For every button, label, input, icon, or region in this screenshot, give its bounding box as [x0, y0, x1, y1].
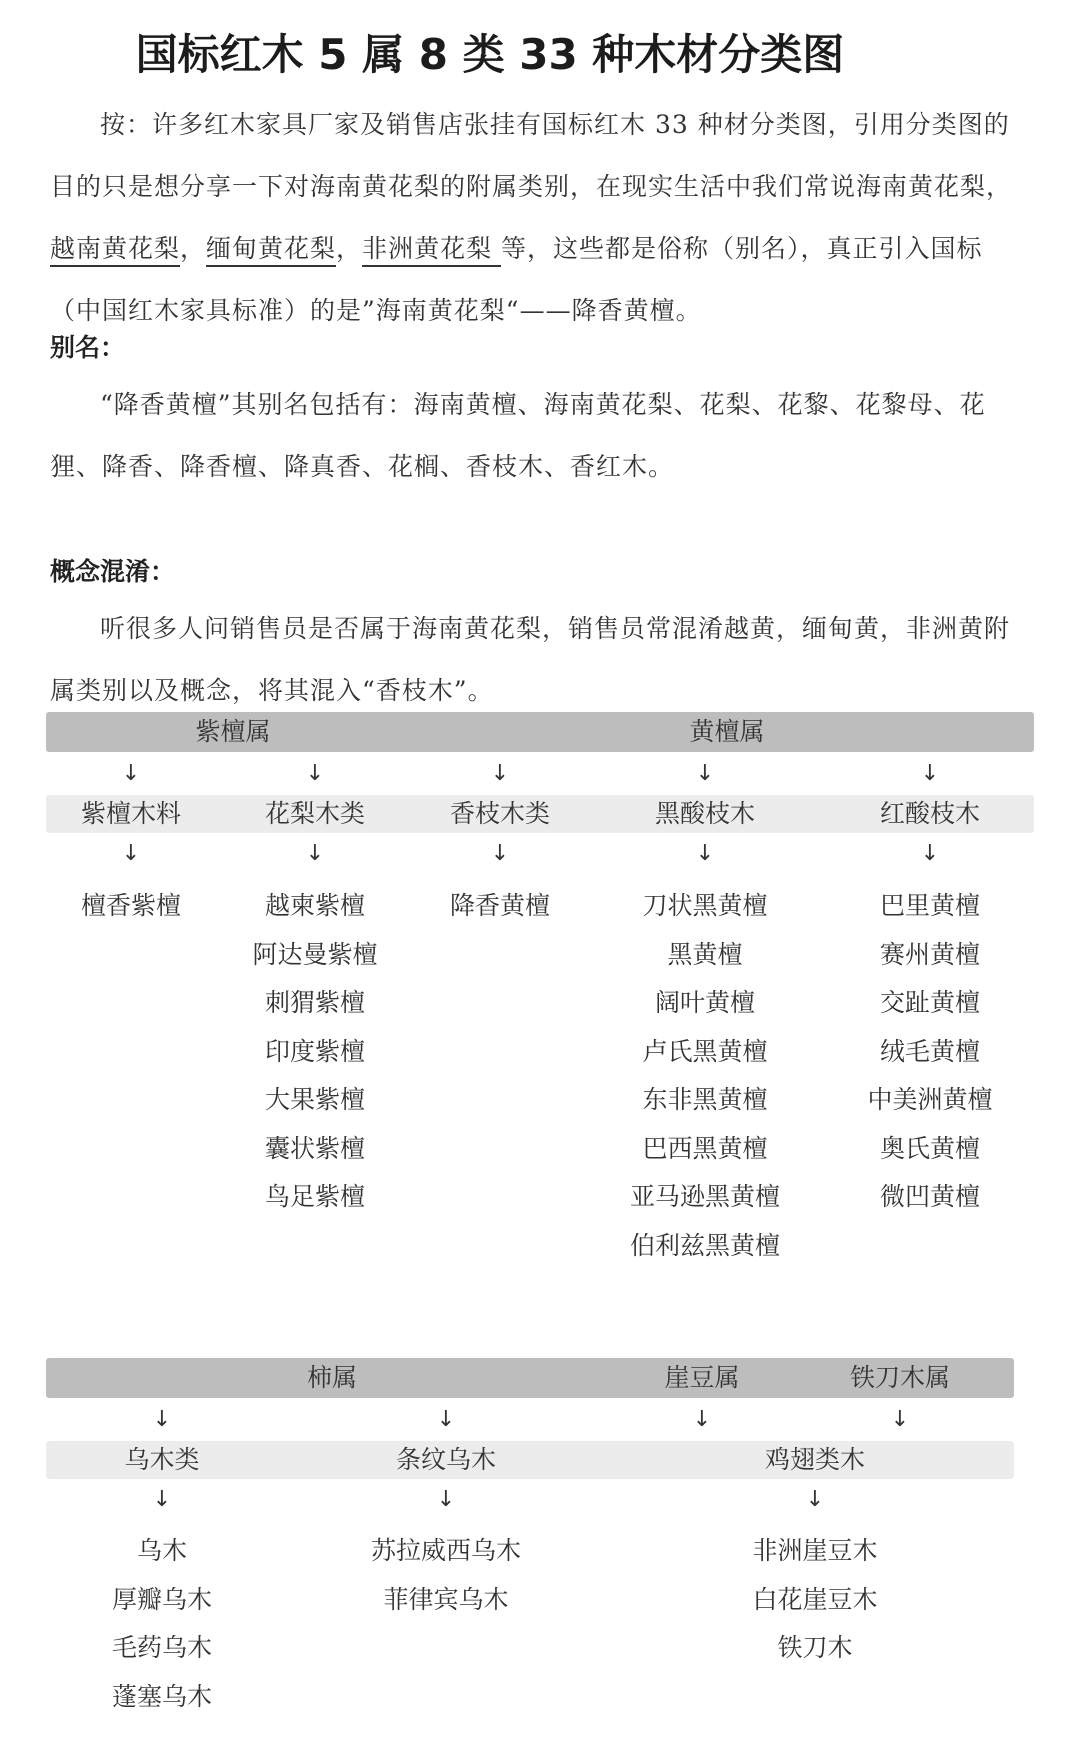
species-item: 囊状紫檀 — [264, 1133, 366, 1163]
species-item: 绒毛黄檀 — [879, 1036, 981, 1066]
class-label-zitan: 紫檀木料 — [80, 799, 182, 828]
class-label-striped-ebony: 条纹乌木 — [395, 1445, 497, 1474]
class-label-xiangzhi: 香枝木类 — [449, 799, 551, 828]
class-label-red-suanzhi: 红酸枝木 — [879, 799, 981, 828]
arrow-down-icon: ↓ — [305, 841, 325, 866]
species-item: 阔叶黄檀 — [654, 988, 756, 1017]
species-list-red-suanzhi — [867, 882, 992, 1222]
arrow-down-icon: ↓ — [490, 761, 510, 786]
arrow-down-icon: ↓ — [695, 761, 715, 786]
species-list-huali — [252, 882, 377, 1222]
species-list-jichi — [752, 1527, 877, 1673]
confusion-paragraph: 听很多人问销售员是否属于海南黄花梨，销售员常混淆越黄，缅甸黄，非洲黄附属类别以及概念，将其混入“香枝木”。 — [50, 614, 1011, 705]
species-item: 刀状黑黄檀 — [642, 891, 768, 920]
arrow-down-icon: ↓ — [152, 1407, 172, 1432]
class-label-jichi: 鸡翅类木 — [764, 1445, 866, 1474]
underlined-africa-huanghuali: 非洲黄花梨 — [362, 234, 502, 263]
arrow-down-icon: ↓ — [305, 761, 325, 786]
underlined-vietnam-huanghuali: 越南黄花梨 — [50, 234, 181, 263]
alias-heading: 别名： — [50, 333, 126, 362]
arrow-down-icon: ↓ — [920, 841, 940, 866]
species-item: 赛州黄檀 — [879, 939, 981, 969]
arrow-down-icon: ↓ — [121, 761, 141, 786]
species-item: 黑黄檀 — [667, 939, 743, 969]
species-item: 苏拉威西乌木 — [370, 1536, 522, 1565]
species-list-ebony — [112, 1527, 212, 1721]
species-item: 巴里黄檀 — [879, 891, 981, 920]
arrow-down-icon: ↓ — [695, 841, 715, 866]
species-item: 阿达曼紫檀 — [252, 939, 378, 969]
species-item: 越柬紫檀 — [264, 891, 366, 920]
arrow-down-icon: ↓ — [490, 841, 510, 866]
arrow-down-icon: ↓ — [121, 841, 141, 866]
arrow-down-icon: ↓ — [436, 1487, 456, 1512]
species-item: 乌木 — [136, 1536, 188, 1565]
chart1-genus-band — [46, 712, 1034, 752]
class-label-huali: 花梨木类 — [264, 799, 366, 828]
arrow-down-icon: ↓ — [920, 761, 940, 786]
species-item: 卢氏黑黄檀 — [642, 1036, 768, 1066]
species-item: 亚马逊黑黄檀 — [629, 1182, 781, 1211]
page-title: 国标红木 5 属 8 类 33 种木材分类图 — [135, 30, 845, 79]
species-item: 大果紫檀 — [264, 1085, 366, 1114]
underlined-burma-huanghuali: 缅甸黄花梨 — [206, 234, 337, 263]
species-item: 交趾黄檀 — [879, 988, 981, 1017]
intro-paragraph: 按：许多红木家具厂家及销售店张挂有国标红木 33 种材分类图，引用分类图的目的只是想分享一下对海南黄花梨的附属类别，在现实生活中我们常说海南黄花梨，越南黄花梨，缅甸黄花梨，非洲黄花梨 等，这些都是俗称（别名），真正引入国标（中国红木家具标准）的是”海南黄花梨“——降香黄檀。 — [50, 110, 1013, 325]
species-item: 微凹黄檀 — [879, 1182, 981, 1211]
arrow-down-icon: ↓ — [152, 1487, 172, 1512]
species-item: 印度紫檀 — [264, 1036, 366, 1066]
class-label-ebony: 乌木类 — [124, 1445, 200, 1474]
arrow-down-icon: ↓ — [890, 1407, 910, 1432]
species-item: 厚瓣乌木 — [111, 1584, 213, 1614]
species-item: 刺猬紫檀 — [264, 988, 366, 1017]
species-item: 毛药乌木 — [111, 1633, 213, 1662]
species-item: 巴西黑黄檀 — [642, 1133, 768, 1163]
species-item: 降香黄檀 — [449, 891, 551, 920]
genus-label-millettia: 崖豆属 — [664, 1363, 740, 1392]
species-item: 中美洲黄檀 — [867, 1085, 993, 1114]
species-item: 奥氏黄檀 — [879, 1133, 981, 1163]
species-list-zitan — [81, 882, 181, 931]
species-item: 鸟足紫檀 — [264, 1182, 366, 1211]
alias-paragraph: “降香黄檀”其别名包括有：海南黄檀、海南黄花梨、花梨、花黎、花黎母、花狸、降香、降香檀、降真香、花榈、香枝木、香红木。 — [50, 390, 986, 481]
genus-label-dalbergia: 黄檀属 — [689, 717, 765, 746]
species-item: 东非黑黄檀 — [642, 1085, 768, 1114]
species-item: 铁刀木 — [777, 1633, 853, 1662]
species-list-black-suanzhi — [630, 882, 780, 1270]
species-list-xiangzhi — [450, 882, 550, 931]
species-item: 蓬塞乌木 — [111, 1681, 213, 1711]
species-item: 白花崖豆木 — [752, 1584, 878, 1614]
arrow-down-icon: ↓ — [805, 1487, 825, 1512]
species-list-striped-ebony — [371, 1527, 521, 1624]
genus-label-diospyros: 柿属 — [306, 1363, 358, 1392]
arrow-down-icon: ↓ — [436, 1407, 456, 1432]
class-label-black-suanzhi: 黑酸枝木 — [654, 799, 756, 828]
arrow-down-icon: ↓ — [692, 1407, 712, 1432]
species-item: 伯利兹黑黄檀 — [629, 1230, 781, 1260]
species-item: 菲律宾乌木 — [383, 1584, 509, 1614]
genus-label-senna: 铁刀木属 — [849, 1363, 951, 1392]
confusion-heading: 概念混淆： — [50, 557, 176, 586]
species-item: 檀香紫檀 — [80, 891, 182, 920]
species-item: 非洲崖豆木 — [752, 1536, 878, 1565]
genus-label-pterocarpus: 紫檀属 — [195, 717, 271, 746]
